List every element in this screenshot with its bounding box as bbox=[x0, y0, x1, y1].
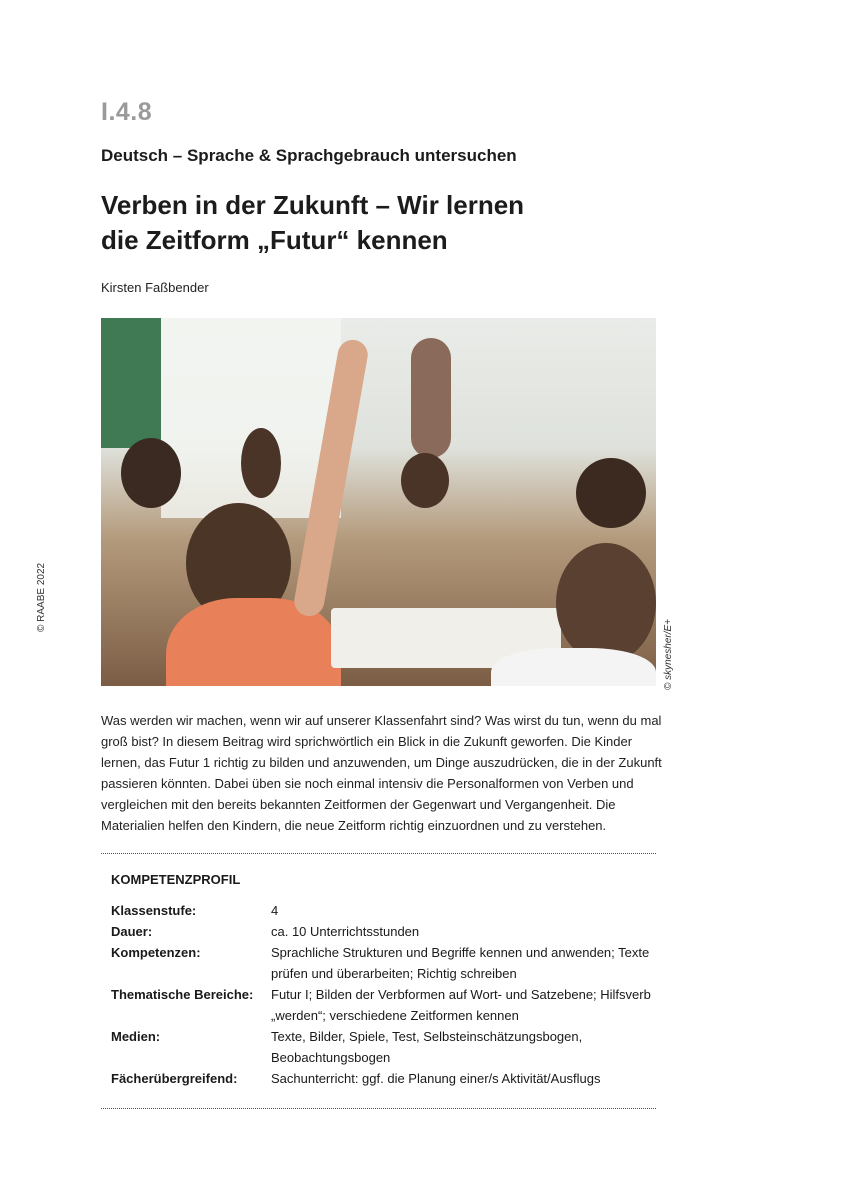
row-value: 4 bbox=[271, 903, 279, 918]
row-value: ca. 10 Unterrichtsstunden bbox=[271, 924, 420, 939]
subject-heading: Deutsch – Sprache & Sprachgebrauch untersuchen bbox=[101, 146, 517, 165]
copyright-notice: © RAABE 2022 bbox=[36, 562, 47, 632]
dotted-divider bbox=[101, 1108, 656, 1109]
table-row bbox=[111, 900, 656, 921]
table-row bbox=[111, 984, 656, 1026]
table-row bbox=[111, 942, 656, 984]
row-value: Texte, Bilder, Spiele, Test, Selbsteinschätzungsbogen, Beobachtungsbogen bbox=[271, 1029, 583, 1065]
table-row bbox=[111, 1026, 656, 1068]
row-value: Sachunterricht: ggf. die Planung einer/s Aktivität/Ausflugs bbox=[271, 1071, 601, 1086]
table-row bbox=[111, 921, 656, 942]
row-value: Sprachliche Strukturen und Begriffe kennen und anwenden; Texte prüfen und überarbeiten; Richtig schreiben bbox=[271, 945, 650, 981]
classroom-photo bbox=[101, 318, 656, 686]
table-row bbox=[111, 1068, 656, 1089]
author: Kirsten Faßbender bbox=[101, 280, 209, 295]
row-label: Thematische Bereiche: bbox=[111, 987, 254, 1002]
competence-profile-table bbox=[111, 900, 656, 1089]
row-label: Dauer: bbox=[111, 924, 153, 939]
intro-paragraph: Was werden wir machen, wenn wir auf unserer Klassenfahrt sind? Was wirst du tun, wenn du mal groß bist? In diesem Beitrag wird sprichwörtlich ein Blick in die Zukunft geworfen. Die Kinder lernen, das Futur 1 richtig zu bilden und anzuwenden, um Dinge auszudrücken, die in der Zukunft passieren könnten. Dabei üben sie noch einmal intensiv die Personalformen von Verben und vergleichen mit den bereits bekannten Zeitformen der Gegenwart und Vergangenheit. Die Materialien helfen den Kindern, die neue Zeitform richtig einzuordnen und zu verstehen. bbox=[101, 713, 662, 833]
section-code: I.4.8 bbox=[101, 98, 153, 126]
dotted-divider bbox=[101, 853, 656, 854]
row-label: Medien: bbox=[111, 1029, 161, 1044]
photo-credit: © skynesher/E+ bbox=[663, 618, 674, 690]
title-line-1: Verben in der Zukunft – Wir lernen bbox=[101, 190, 525, 220]
profile-heading: KOMPETENZPROFIL bbox=[111, 872, 241, 887]
page-title bbox=[101, 188, 524, 258]
row-value: Futur I; Bilden der Verbformen auf Wort- und Satzebene; Hilfsverb „werden“; verschiedene Zeitformen kennen bbox=[271, 987, 651, 1023]
row-label: Klassenstufe: bbox=[111, 903, 197, 918]
row-label: Fächerübergreifend: bbox=[111, 1071, 238, 1086]
row-label: Kompetenzen: bbox=[111, 945, 201, 960]
title-line-2: die Zeitform „Futur“ kennen bbox=[101, 225, 448, 255]
